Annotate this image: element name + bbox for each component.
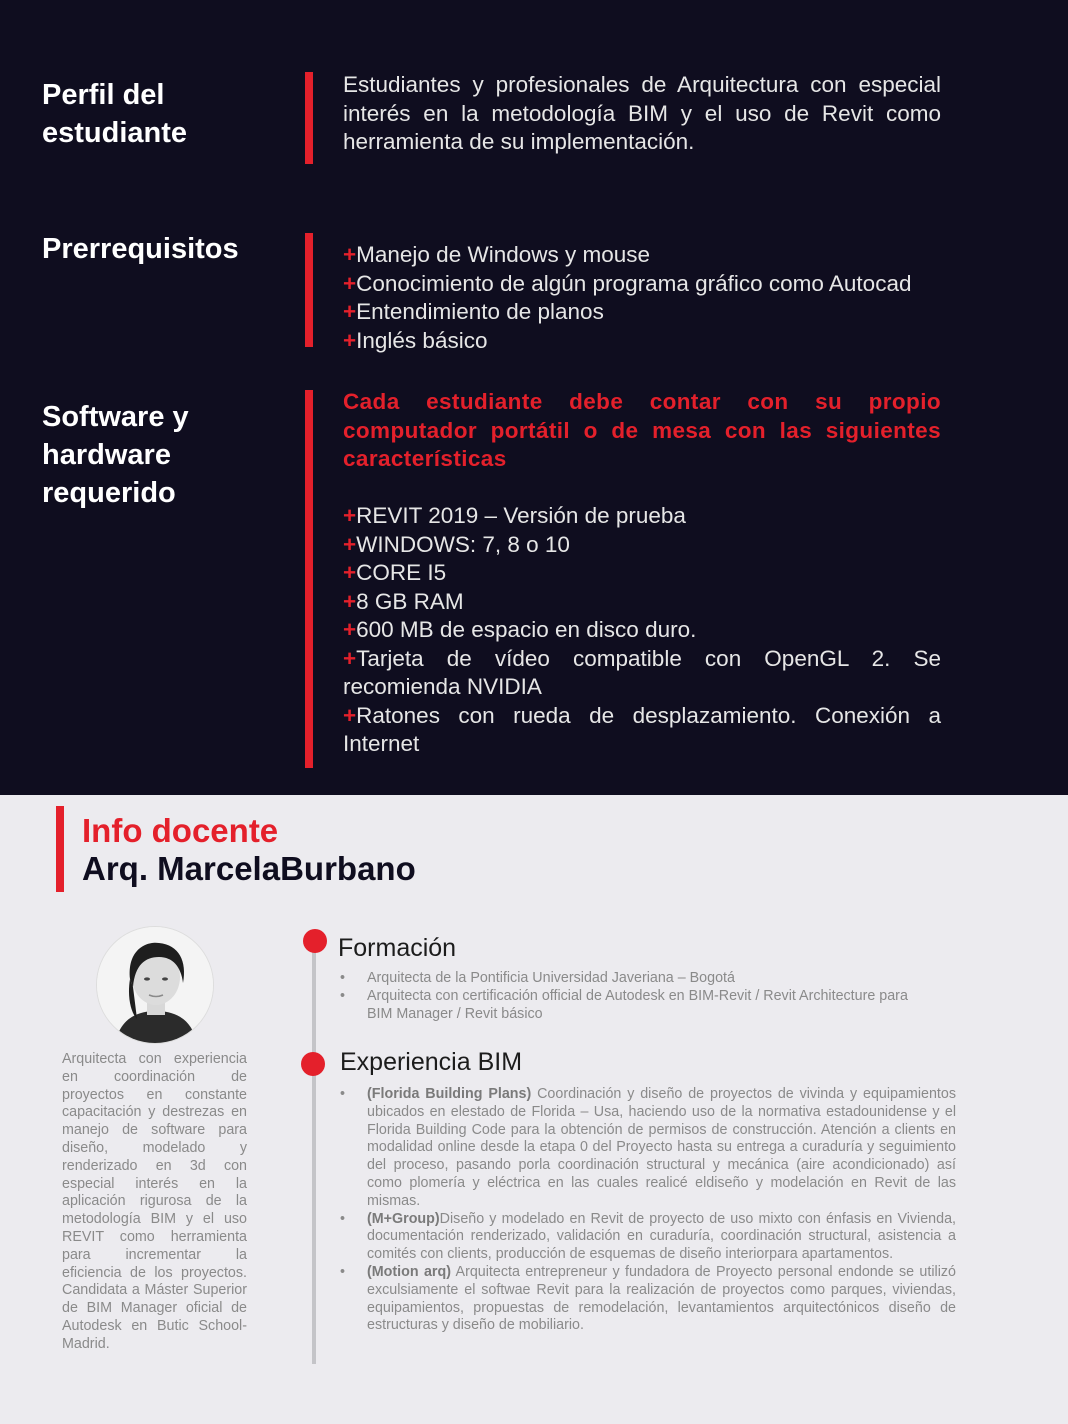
software-item: +8 GB RAM: [343, 588, 464, 614]
docente-header: [82, 812, 416, 888]
software-list: [343, 388, 941, 759]
prerrequisito-item: +Entendimiento de planos: [343, 299, 604, 324]
formacion-dot: [303, 929, 327, 953]
perfil-text: Estudiantes y profesionales de Arquitectura con especial interés en la metodología BIM y el uso de Revit como herramienta de su implementación.: [343, 72, 941, 154]
prerrequisitos-divider: [305, 233, 313, 347]
prerrequisito-item: +Conocimiento de algún programa gráfico como Autocad: [343, 270, 912, 296]
experiencia-dot: [301, 1052, 325, 1076]
prerrequisitos-list: [343, 241, 941, 355]
experiencia-list: [338, 1086, 956, 1335]
software-item: +Tarjeta de vídeo compatible con OpenGL 2. Se recomienda NVIDIA: [343, 645, 941, 699]
docente-name: Arq. MarcelaBurbano: [82, 850, 416, 887]
prerrequisito-item: +Inglés básico: [343, 327, 488, 353]
list-item: • (Motion arq) Arquitecta entrepreneur y fundadora de Proyecto personal endonde se utilizó exculsiamente el softwae Revit para la realización de proyectos como parques, viviendas, equipamientos, propuestas de remodelación, levantamientos arquitectónicos diseño de estructuras y diseño de mobiliario.: [338, 1264, 956, 1335]
experiencia-title: Experiencia BIM: [340, 1048, 523, 1076]
list-item: • (Florida Building Plans) Coordinación y diseño de proyectos de vivinda y equipamientos ubicados en elestado de Florida – Usa, haciendo uso de la normativa estadounidense y el Florida Building Code para la obtención de permisos de construcción. Atención a clients en modalidad online desde la etapa 0 del Proyecto hasta su entrega a curaduría y seguimiento del proceso, pasando porla coordinación structural y mecánica (aire acondicionado) así como plomería y eléctrica en las cuales realicé eldiseño y modelación en Revit de las mismas.: [338, 1086, 956, 1211]
software-item: +CORE I5: [343, 560, 447, 585]
portrait-icon: [97, 927, 214, 1044]
prerrequisitos-title: Prerrequisitos: [42, 233, 239, 265]
avatar: [96, 926, 214, 1044]
perfil-title: Perfil del estudiante: [42, 79, 188, 149]
software-intro: Cada estudiante debe contar con su propio computador portátil o de mesa con las siguientes características: [343, 389, 941, 471]
software-divider: [305, 390, 313, 768]
list-item: • Arquitecta de la Pontificia Universidad Javeriana – Bogotá: [338, 970, 918, 988]
list-item: • (M+Group)Diseño y modelado en Revit de proyecto de uso mixto con énfasis en Vivienda, documentación renderizado, validación en curaduría, coordinación structural, asistencia a comités con clients, producción de esquemas de diseño interiorpara apartamentos.: [338, 1211, 956, 1264]
perfil-divider: [305, 72, 313, 164]
software-item: +WINDOWS: 7, 8 o 10: [343, 531, 570, 557]
timeline-line: [312, 946, 316, 1364]
list-item: • Arquitecta con certificación official de Autodesk en BIM-Revit / Revit Architecture para BIM Manager / Revit básico: [338, 988, 918, 1024]
software-item: +600 MB de espacio en disco duro.: [343, 617, 697, 642]
docente-bio: Arquitecta con experiencia en coordinación de proyectos en constante capacitación y destrezas en manejo de software para diseño, modelado y renderizado en 3d con especial interés en la aplicación rigurosa de la metodología BIM y el uso REVIT como herramienta para incrementar la eficiencia de los proyectos. Candidata a Máster Superior de BIM Manager oficial de Autodesk en Butic School- Madrid.: [62, 1051, 247, 1352]
info-docente-heading: Info docente: [82, 812, 279, 849]
software-title: Software y hardware requerido: [42, 401, 189, 509]
docente-divider: [56, 806, 64, 892]
formacion-title: Formación: [338, 934, 457, 962]
formacion-list: [338, 970, 918, 1023]
software-item: +Ratones con rueda de desplazamiento. Conexión a Internet: [343, 702, 941, 756]
software-item: +REVIT 2019 – Versión de prueba: [343, 503, 686, 528]
prerrequisito-item: +Manejo de Windows y mouse: [343, 242, 651, 267]
